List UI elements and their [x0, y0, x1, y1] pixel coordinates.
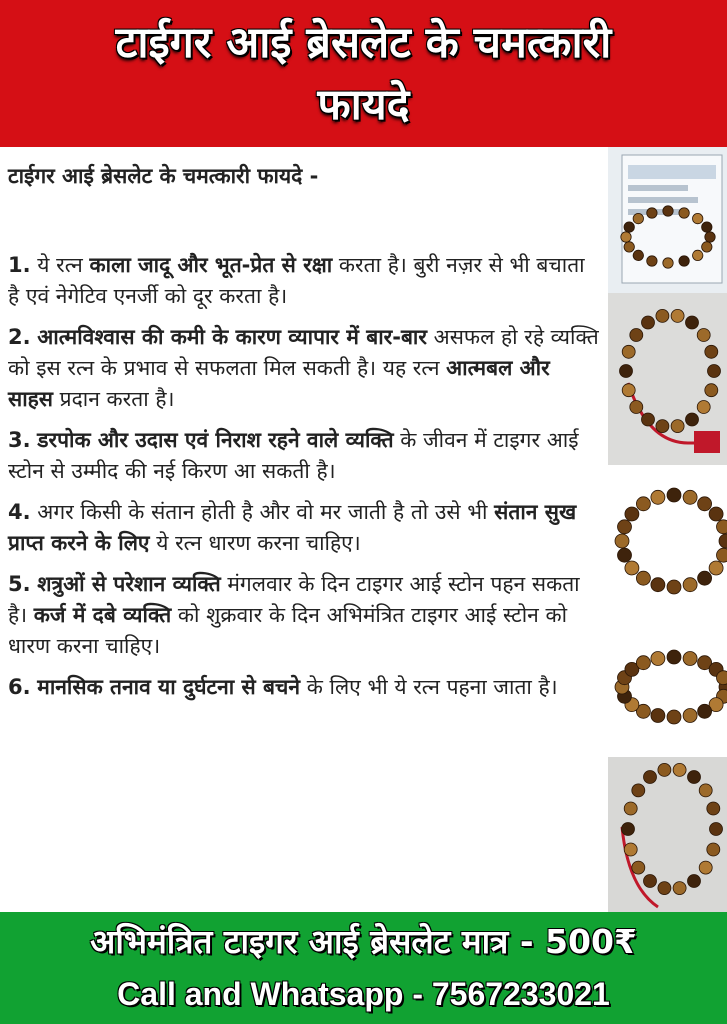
bead [707, 843, 720, 856]
point-text: अगर किसी के संतान होती है और वो मर जाती है तो उसे भी [37, 500, 495, 524]
benefits-section [0, 147, 608, 912]
bead [624, 242, 634, 252]
point-text: के लिए भी ये रत्न पहना जाता है। [300, 675, 558, 699]
benefit-point-5 [8, 569, 600, 662]
bead [624, 802, 637, 815]
bead [686, 316, 699, 329]
bead [651, 709, 665, 723]
bead [632, 861, 645, 874]
bead [651, 490, 665, 504]
point-number: 5. [8, 572, 31, 596]
point-highlight: संतान सुख प्राप्त करने के लिए [8, 500, 577, 555]
bead [698, 704, 712, 718]
contact-line: Call and Whatsapp - 7567233021 [117, 976, 610, 1012]
bead [624, 222, 634, 232]
bead [709, 507, 723, 521]
bead [618, 520, 632, 534]
bead [705, 345, 718, 358]
point-text: ये रत्न धारण करना चाहिए। [149, 531, 361, 555]
bead [667, 710, 681, 724]
bead [717, 548, 727, 562]
bead [697, 401, 710, 414]
bead [663, 206, 673, 216]
bead [683, 652, 697, 666]
bead [679, 208, 689, 218]
title-line-1: टाईगर आई ब्रेसलेट के चमत्कारी [115, 17, 612, 68]
point-number: 2. [8, 325, 31, 349]
bead [620, 365, 633, 378]
bead [644, 771, 657, 784]
bead [709, 561, 723, 575]
point-text: के जीवन में टाइगर आई स्टोन से उम्मीद की नई किरण आ सकती है। [8, 428, 579, 483]
bead [697, 329, 710, 342]
bead [633, 250, 643, 260]
benefit-point-6 [8, 672, 600, 703]
bead [651, 578, 665, 592]
bead [673, 763, 686, 776]
bead [622, 384, 635, 397]
benefit-point-3 [8, 425, 600, 487]
bead [636, 497, 650, 511]
point-highlight: शत्रुओं से परेशान व्यक्ति [37, 572, 221, 596]
bead [656, 420, 669, 433]
bead [702, 242, 712, 252]
bead [683, 578, 697, 592]
bead [679, 256, 689, 266]
bead [705, 232, 715, 242]
point-highlight: आत्मविश्वास की कमी के कारण व्यापार में बार-बार [37, 325, 427, 349]
bead [656, 309, 669, 322]
bead [615, 534, 629, 548]
benefit-point-2 [8, 322, 600, 415]
bead [663, 258, 673, 268]
red-thread-bracelet-photo [608, 293, 727, 465]
bead [683, 490, 697, 504]
bead [688, 771, 701, 784]
point-number: 3. [8, 428, 31, 452]
bead [630, 329, 643, 342]
bead [633, 213, 643, 223]
point-number: 1. [8, 253, 31, 277]
point-number: 4. [8, 500, 31, 524]
bead [683, 709, 697, 723]
point-highlight: काला जादू और भूत-प्रेत से रक्षा [89, 253, 333, 277]
point-text: करता है। बुरी नज़र से भी बचाता है एवं नेगेटिव एनर्जी को दूर करता है। [8, 253, 585, 308]
bead [642, 413, 655, 426]
bead [630, 401, 643, 414]
round-bracelet-photo [608, 465, 727, 617]
bead [658, 763, 671, 776]
bead [698, 571, 712, 585]
bead [667, 580, 681, 594]
bead [686, 413, 699, 426]
bead [625, 561, 639, 575]
price-line: अभिमंत्रित टाइगर आई ब्रेसलेट मात्र - 500₹ [90, 922, 637, 961]
bead [717, 520, 727, 534]
bead [707, 802, 720, 815]
title-line-2: फायदे [317, 79, 410, 130]
side-view-bracelet-photo [608, 617, 727, 757]
point-highlight: कर्ज में दबे व्यक्ति [33, 603, 172, 627]
point-highlight: मानसिक तनाव या दुर्घटना से बचने [37, 675, 301, 699]
bead [673, 882, 686, 895]
point-text: ये रत्न [37, 253, 90, 277]
bead [688, 875, 701, 888]
point-highlight: आत्मबल और साहस [8, 356, 550, 411]
bead [621, 232, 631, 242]
bead [636, 656, 650, 670]
point-highlight: डरपोक और उदास एवं निराश रहने वाले व्यक्ति [37, 428, 394, 452]
hanging-bracelet-photo [608, 757, 727, 912]
bead [658, 882, 671, 895]
bead [699, 784, 712, 797]
section-subtitle: टाईगर आई ब्रेसलेट के चमत्कारी फायदे - [8, 164, 319, 188]
bead [699, 861, 712, 874]
benefit-point-1 [8, 250, 600, 312]
bead [705, 384, 718, 397]
benefit-point-4 [8, 497, 600, 559]
bead [667, 488, 681, 502]
point-text: प्रदान करता है। [52, 387, 175, 411]
bead [632, 784, 645, 797]
bead [647, 208, 657, 218]
bead [717, 671, 727, 685]
bead [671, 420, 684, 433]
bead [636, 571, 650, 585]
footer-banner [0, 912, 727, 1024]
bead [698, 497, 712, 511]
title-banner [0, 0, 727, 147]
bead [618, 548, 632, 562]
bead [622, 345, 635, 358]
point-text: को शुक्रवार के दिन अभिमंत्रित टाइगर आई स्टोन को धारण करना चाहिए। [8, 603, 568, 658]
point-number: 6. [8, 675, 31, 699]
bead [624, 843, 637, 856]
certificate-bracelet-photo [608, 147, 727, 293]
bead [710, 823, 723, 836]
point-text: मंगलवार के दिन टाइगर आई स्टोन पहन सकता है। [8, 572, 580, 627]
bead [642, 316, 655, 329]
bead [693, 250, 703, 260]
bead [625, 507, 639, 521]
bead [644, 875, 657, 888]
bead [702, 222, 712, 232]
bead [647, 256, 657, 266]
bead [671, 309, 684, 322]
bead [667, 650, 681, 664]
bead [651, 652, 665, 666]
bead [693, 213, 703, 223]
point-text: असफल हो रहे व्यक्ति को इस रत्न के प्रभाव से सफलता मिल सकती है। यह रत्न [8, 325, 599, 380]
bead [622, 823, 635, 836]
bead [708, 365, 721, 378]
